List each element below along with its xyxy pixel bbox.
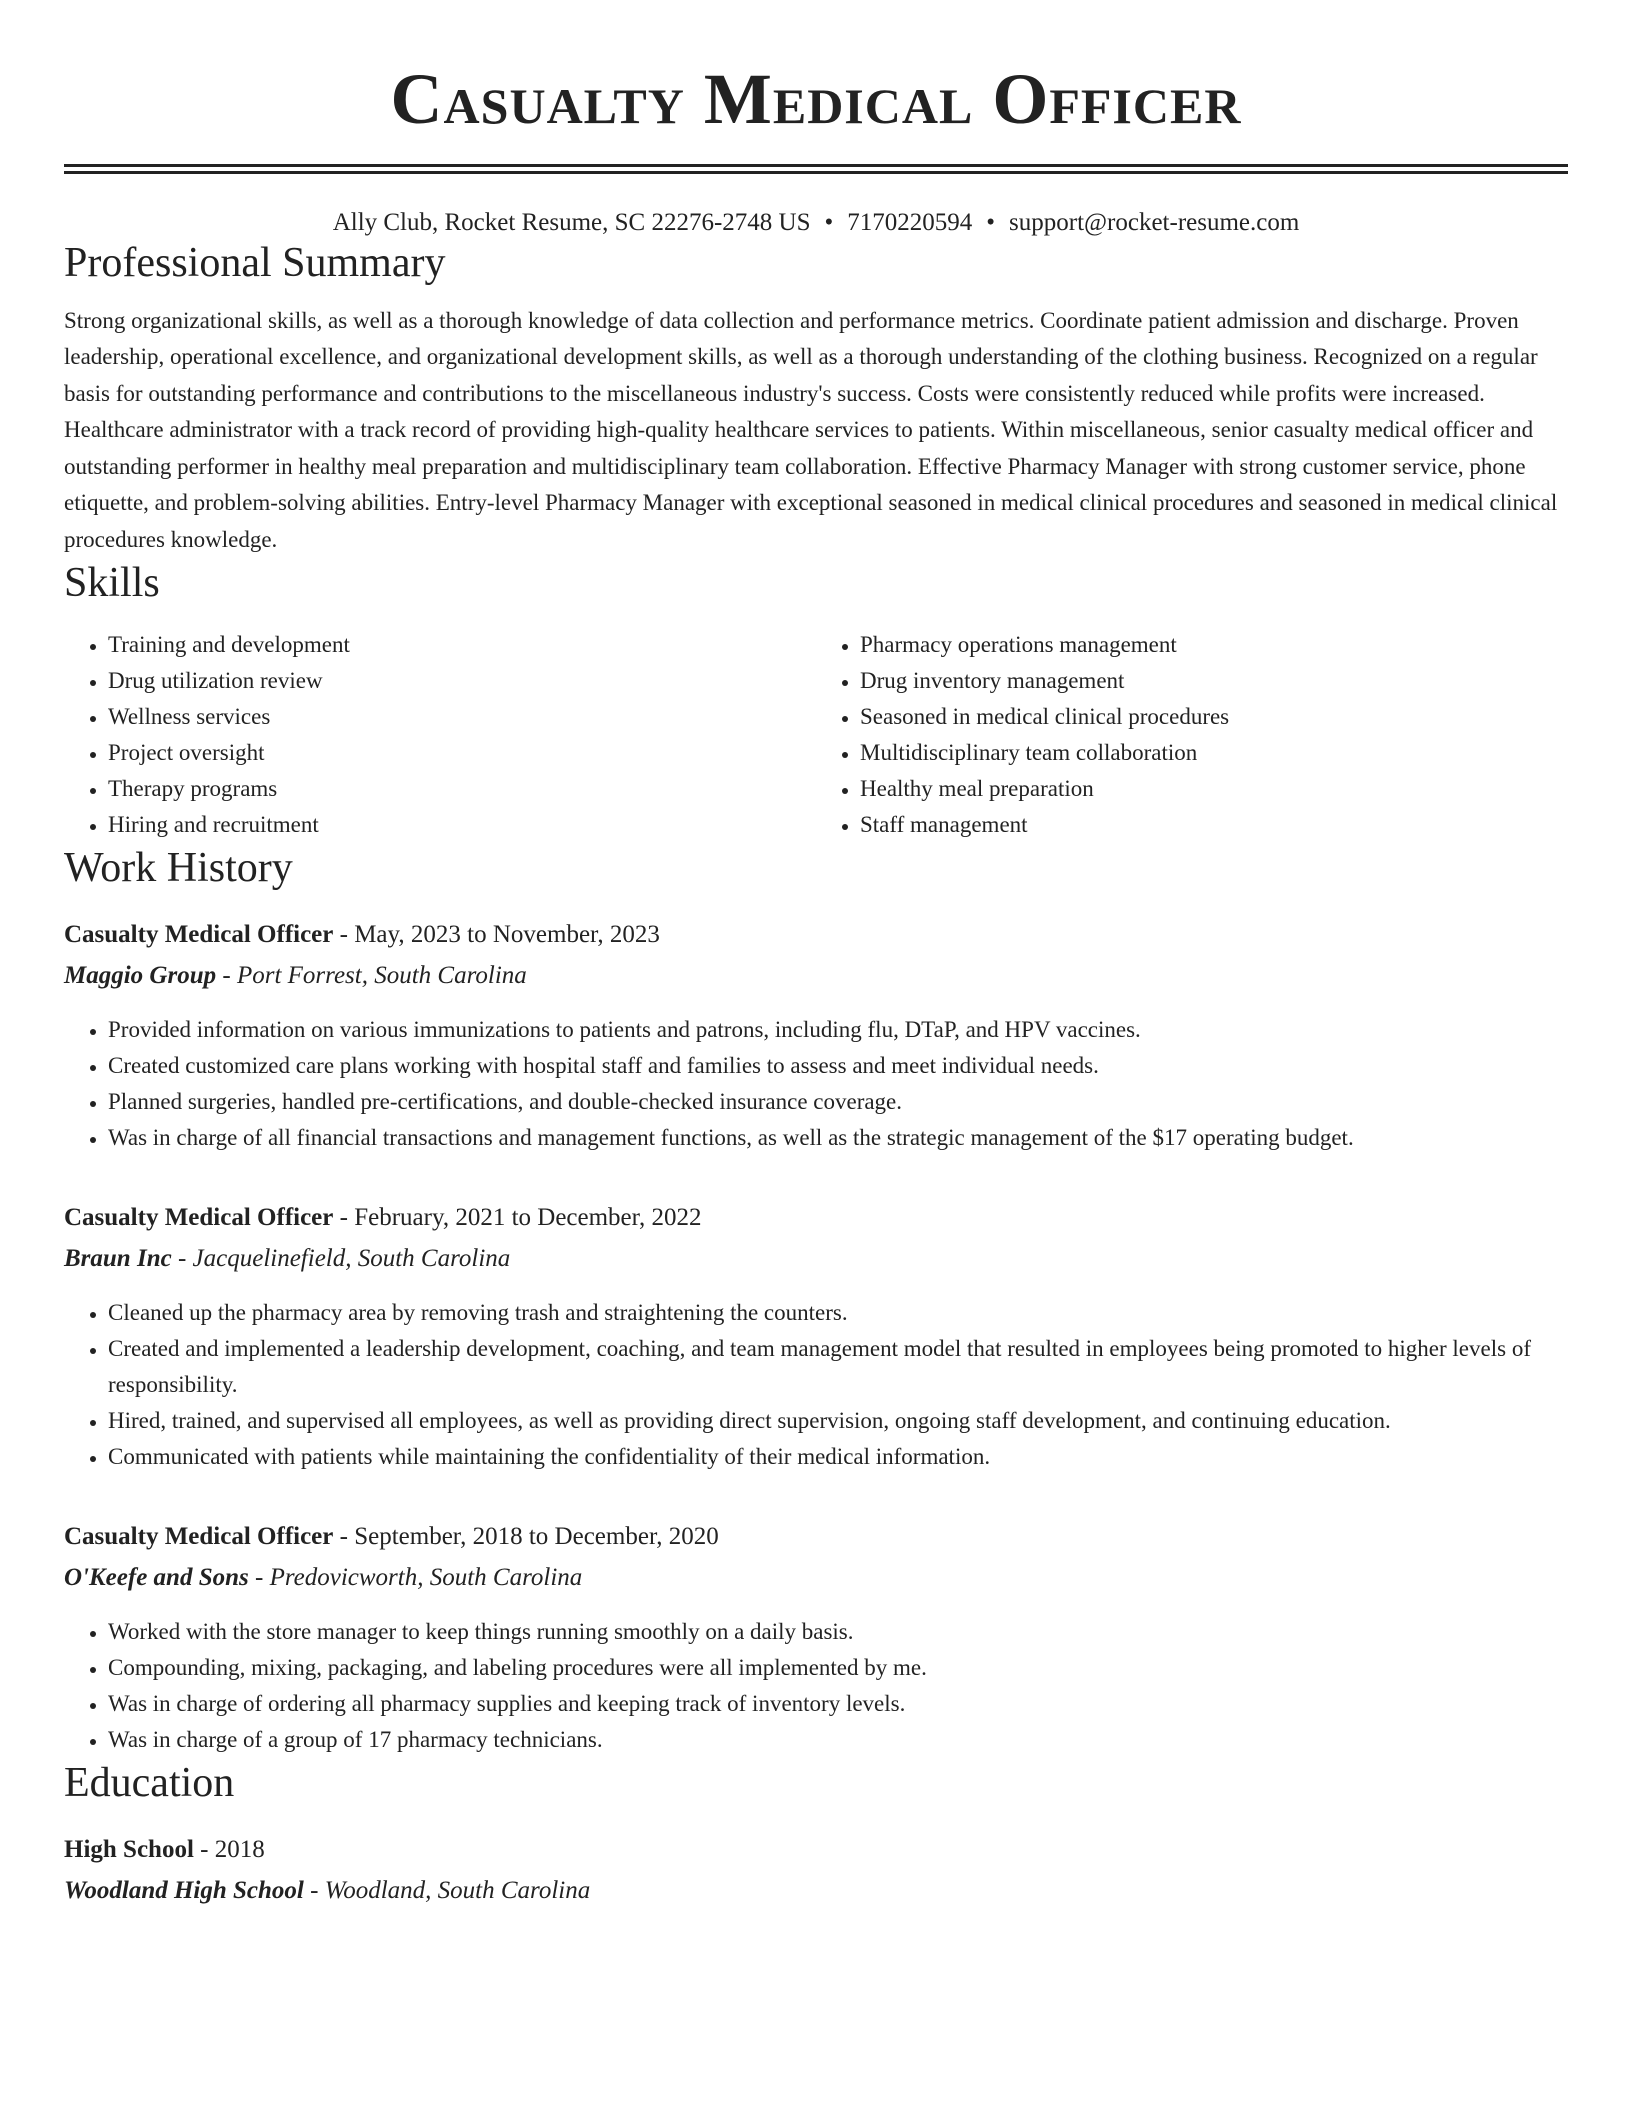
job-bullet: • Was in charge of ordering all pharmacy supplies and keeping track of inventory levels. — [108, 1686, 1568, 1722]
contact-email: support@rocket-resume.com — [1009, 209, 1300, 237]
degree-line: High School - 2018 — [64, 1836, 265, 1864]
skill-item: • Wellness services — [108, 699, 816, 735]
job-bullets — [64, 1012, 1568, 1156]
contact-address: Ally Club, Rocket Resume, SC 22276-2748 US — [332, 209, 811, 237]
job-title-line: Casualty Medical Officer - September, 2018 to December, 2020 — [64, 1523, 719, 1551]
contact-line — [64, 208, 1568, 238]
education-entry — [64, 1834, 1568, 1907]
job-bullets — [64, 1614, 1568, 1758]
job-bullet: • Cleaned up the pharmacy area by removing trash and straightening the counters. — [108, 1295, 1568, 1331]
job-bullet: • Planned surgeries, handled pre-certifications, and double-checked insurance coverage. — [108, 1084, 1568, 1120]
job-title: Casualty Medical Officer — [64, 921, 334, 949]
company-line: Braun Inc - Jacquelinefield, South Carolina — [64, 1244, 511, 1272]
contact-separator: • — [986, 209, 996, 237]
graduation-year: 2018 — [214, 1836, 265, 1864]
resume-title: Casualty Medical Officer — [390, 59, 1242, 139]
job-bullets — [64, 1295, 1568, 1475]
job-dates: February, 2021 to December, 2022 — [354, 1204, 702, 1232]
skills-list-right — [816, 627, 1568, 843]
summary-text: Strong organizational skills, as well as a thorough knowledge of data collection and performance metrics. Coordinate patient admission and discharge. Proven leadership, operational excellence, and organizational development skills, as well as a thorough understanding of the clothing business. Recognized on a regular basis for outstanding performance and contributions to the miscellaneous industry's success. Costs were consistently reduced while profits were increased. Healthcare administrator with a track record of providing high-quality healthcare services to patients. Within miscellaneous, senior casualty medical officer and outstanding performer in healthy meal preparation and multidisciplinary team collaboration. Effective Pharmacy Manager with strong customer service, phone etiquette, and problem-solving abilities. Entry-level Pharmacy Manager with exceptional seasoned in medical clinical procedures and seasoned in medical clinical procedures knowledge. — [64, 307, 1558, 552]
skill-item: • Healthy meal preparation — [860, 771, 1568, 807]
skill-item: • Drug utilization review — [108, 663, 816, 699]
job-bullet: • Hired, trained, and supervised all employees, as well as providing direct supervision, ongoing staff development, and continuing education. — [108, 1403, 1568, 1439]
skill-item: • Hiring and recruitment — [108, 807, 816, 843]
company-location: Port Forrest, South Carolina — [236, 961, 527, 989]
contact-phone: 7170220594 — [847, 209, 973, 237]
job-dates: May, 2023 to November, 2023 — [354, 921, 660, 949]
skill-item: • Therapy programs — [108, 771, 816, 807]
company-line: Maggio Group - Port Forrest, South Carolina — [64, 961, 527, 989]
school-name: Woodland High School — [64, 1876, 304, 1904]
job-title-line: Casualty Medical Officer - February, 2021 to December, 2022 — [64, 1204, 702, 1232]
skill-item: • Drug inventory management — [860, 663, 1568, 699]
company-line: O'Keefe and Sons - Predovicworth, South Carolina — [64, 1563, 583, 1591]
job-bullet: • Created and implemented a leadership development, coaching, and team management model that resulted in employees being promoted to higher levels of responsibility. — [108, 1331, 1568, 1403]
job-entry — [64, 1202, 1568, 1475]
company-location: Predovicworth, South Carolina — [269, 1563, 583, 1591]
section-heading-summary: Professional Summary — [64, 240, 446, 287]
title-double-rule — [64, 164, 1568, 174]
company-name: Braun Inc — [64, 1244, 172, 1272]
job-entry — [64, 919, 1568, 1156]
school-line: Woodland High School - Woodland, South Carolina — [64, 1876, 591, 1904]
job-bullet: • Worked with the store manager to keep things running smoothly on a daily basis. — [108, 1614, 1568, 1650]
job-bullet: • Communicated with patients while maintaining the confidentiality of their medical information. — [108, 1439, 1568, 1475]
contact-separator: • — [824, 209, 834, 237]
job-title: Casualty Medical Officer — [64, 1204, 334, 1232]
school-location: Woodland, South Carolina — [324, 1876, 591, 1904]
company-name: O'Keefe and Sons — [64, 1563, 249, 1591]
job-entry — [64, 1521, 1568, 1758]
skills-list-left — [64, 627, 816, 843]
job-bullet: • Compounding, mixing, packaging, and labeling procedures were all implemented by me. — [108, 1650, 1568, 1686]
job-bullet: • Created customized care plans working with hospital staff and families to assess and meet individual needs. — [108, 1048, 1568, 1084]
job-bullet: • Was in charge of all financial transactions and management functions, as well as the strategic management of the $17 operating budget. — [108, 1120, 1568, 1156]
skill-item: • Pharmacy operations management — [860, 627, 1568, 663]
section-heading-work-history: Work History — [64, 844, 293, 891]
skills-columns — [64, 627, 1568, 843]
skill-item: • Multidisciplinary team collaboration — [860, 735, 1568, 771]
job-title-line: Casualty Medical Officer - May, 2023 to November, 2023 — [64, 921, 660, 949]
skill-item: • Project oversight — [108, 735, 816, 771]
job-bullet: • Provided information on various immunizations to patients and patrons, including flu, DTaP, and HPV vaccines. — [108, 1012, 1568, 1048]
job-bullet: • Was in charge of a group of 17 pharmacy technicians. — [108, 1722, 1568, 1758]
company-location: Jacquelinefield, South Carolina — [192, 1244, 511, 1272]
section-heading-skills: Skills — [64, 560, 160, 607]
skill-item: • Staff management — [860, 807, 1568, 843]
skill-item: • Training and development — [108, 627, 816, 663]
job-dates: September, 2018 to December, 2020 — [354, 1523, 719, 1551]
skill-item: • Seasoned in medical clinical procedures — [860, 699, 1568, 735]
company-name: Maggio Group — [64, 961, 217, 989]
section-heading-education: Education — [64, 1760, 235, 1807]
job-title: Casualty Medical Officer — [64, 1523, 334, 1551]
degree: High School — [64, 1836, 194, 1864]
